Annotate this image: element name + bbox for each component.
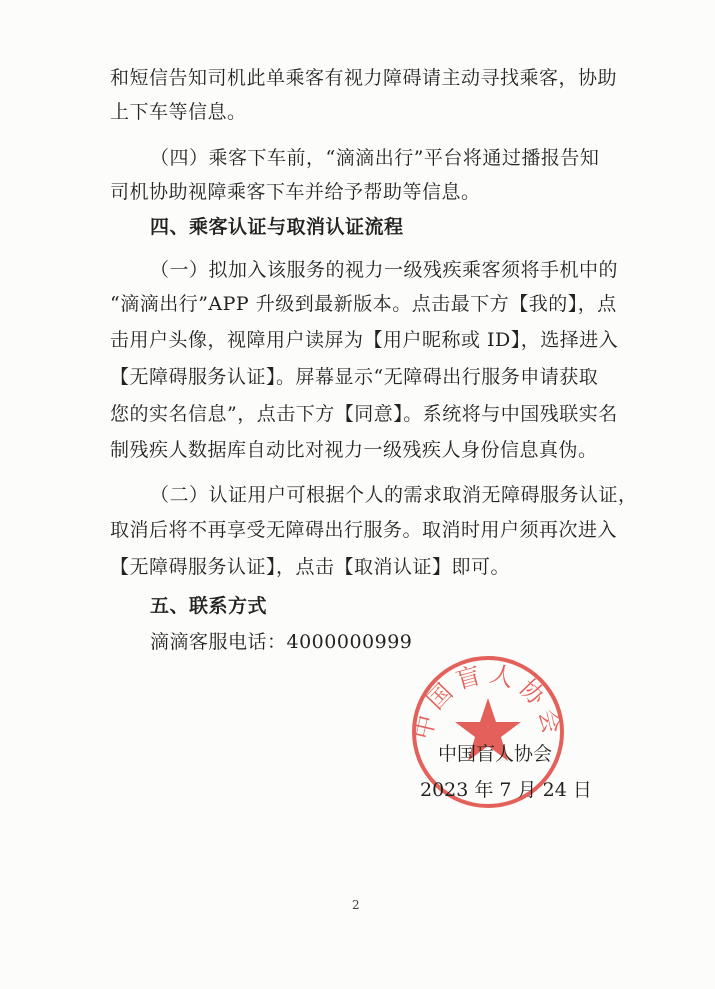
page-number: 2	[352, 898, 360, 912]
body-line-7: “滴滴出行”APP 升级到最新版本。点击最下方【我的】，点	[110, 293, 617, 315]
body-line-6: （一）拟加入该服务的视力一级残疾乘客须将手机中的	[150, 259, 619, 281]
body-line-13: 取消后将不再享受无障碍出行服务。取消时用户须再次进入	[110, 519, 618, 541]
body-line-1: 和短信告知司机此单乘客有视力障碍请主动寻找乘客，协助	[110, 67, 618, 89]
signature-date: 2023 年 7 月 24 日	[420, 779, 592, 801]
signature-organization: 中国盲人协会	[438, 743, 553, 765]
section-heading-4: 四、乘客认证与取消认证流程	[150, 216, 404, 238]
body-line-11: 制残疾人数据库自动比对视力一级残疾人身份信息真伪。	[110, 439, 598, 461]
body-line-14: 【无障碍服务认证】，点击【取消认证】即可。	[110, 556, 511, 578]
body-line-10: 您的实名信息”，点击下方【同意】。系统将与中国残联实名	[110, 403, 618, 425]
body-line-3: （四）乘客下车前，“滴滴出行”平台将通过播报告知	[150, 147, 600, 169]
body-line-9: 【无障碍服务认证】。屏幕显示“无障碍出行服务申请获取	[110, 366, 599, 388]
seal-text: 中国盲人协会	[408, 659, 568, 743]
section-heading-5: 五、联系方式	[150, 595, 268, 617]
body-line-12: （二）认证用户可根据个人的需求取消无障碍服务认证，	[150, 484, 638, 506]
body-line-8: 击用户头像，视障用户读屏为【用户昵称或 ID】，选择进入	[110, 329, 619, 351]
contact-phone: 滴滴客服电话：4000000999	[150, 631, 413, 653]
body-line-2: 上下车等信息。	[110, 101, 247, 123]
body-line-4: 司机协助视障乘客下车并给予帮助等信息。	[110, 181, 481, 203]
